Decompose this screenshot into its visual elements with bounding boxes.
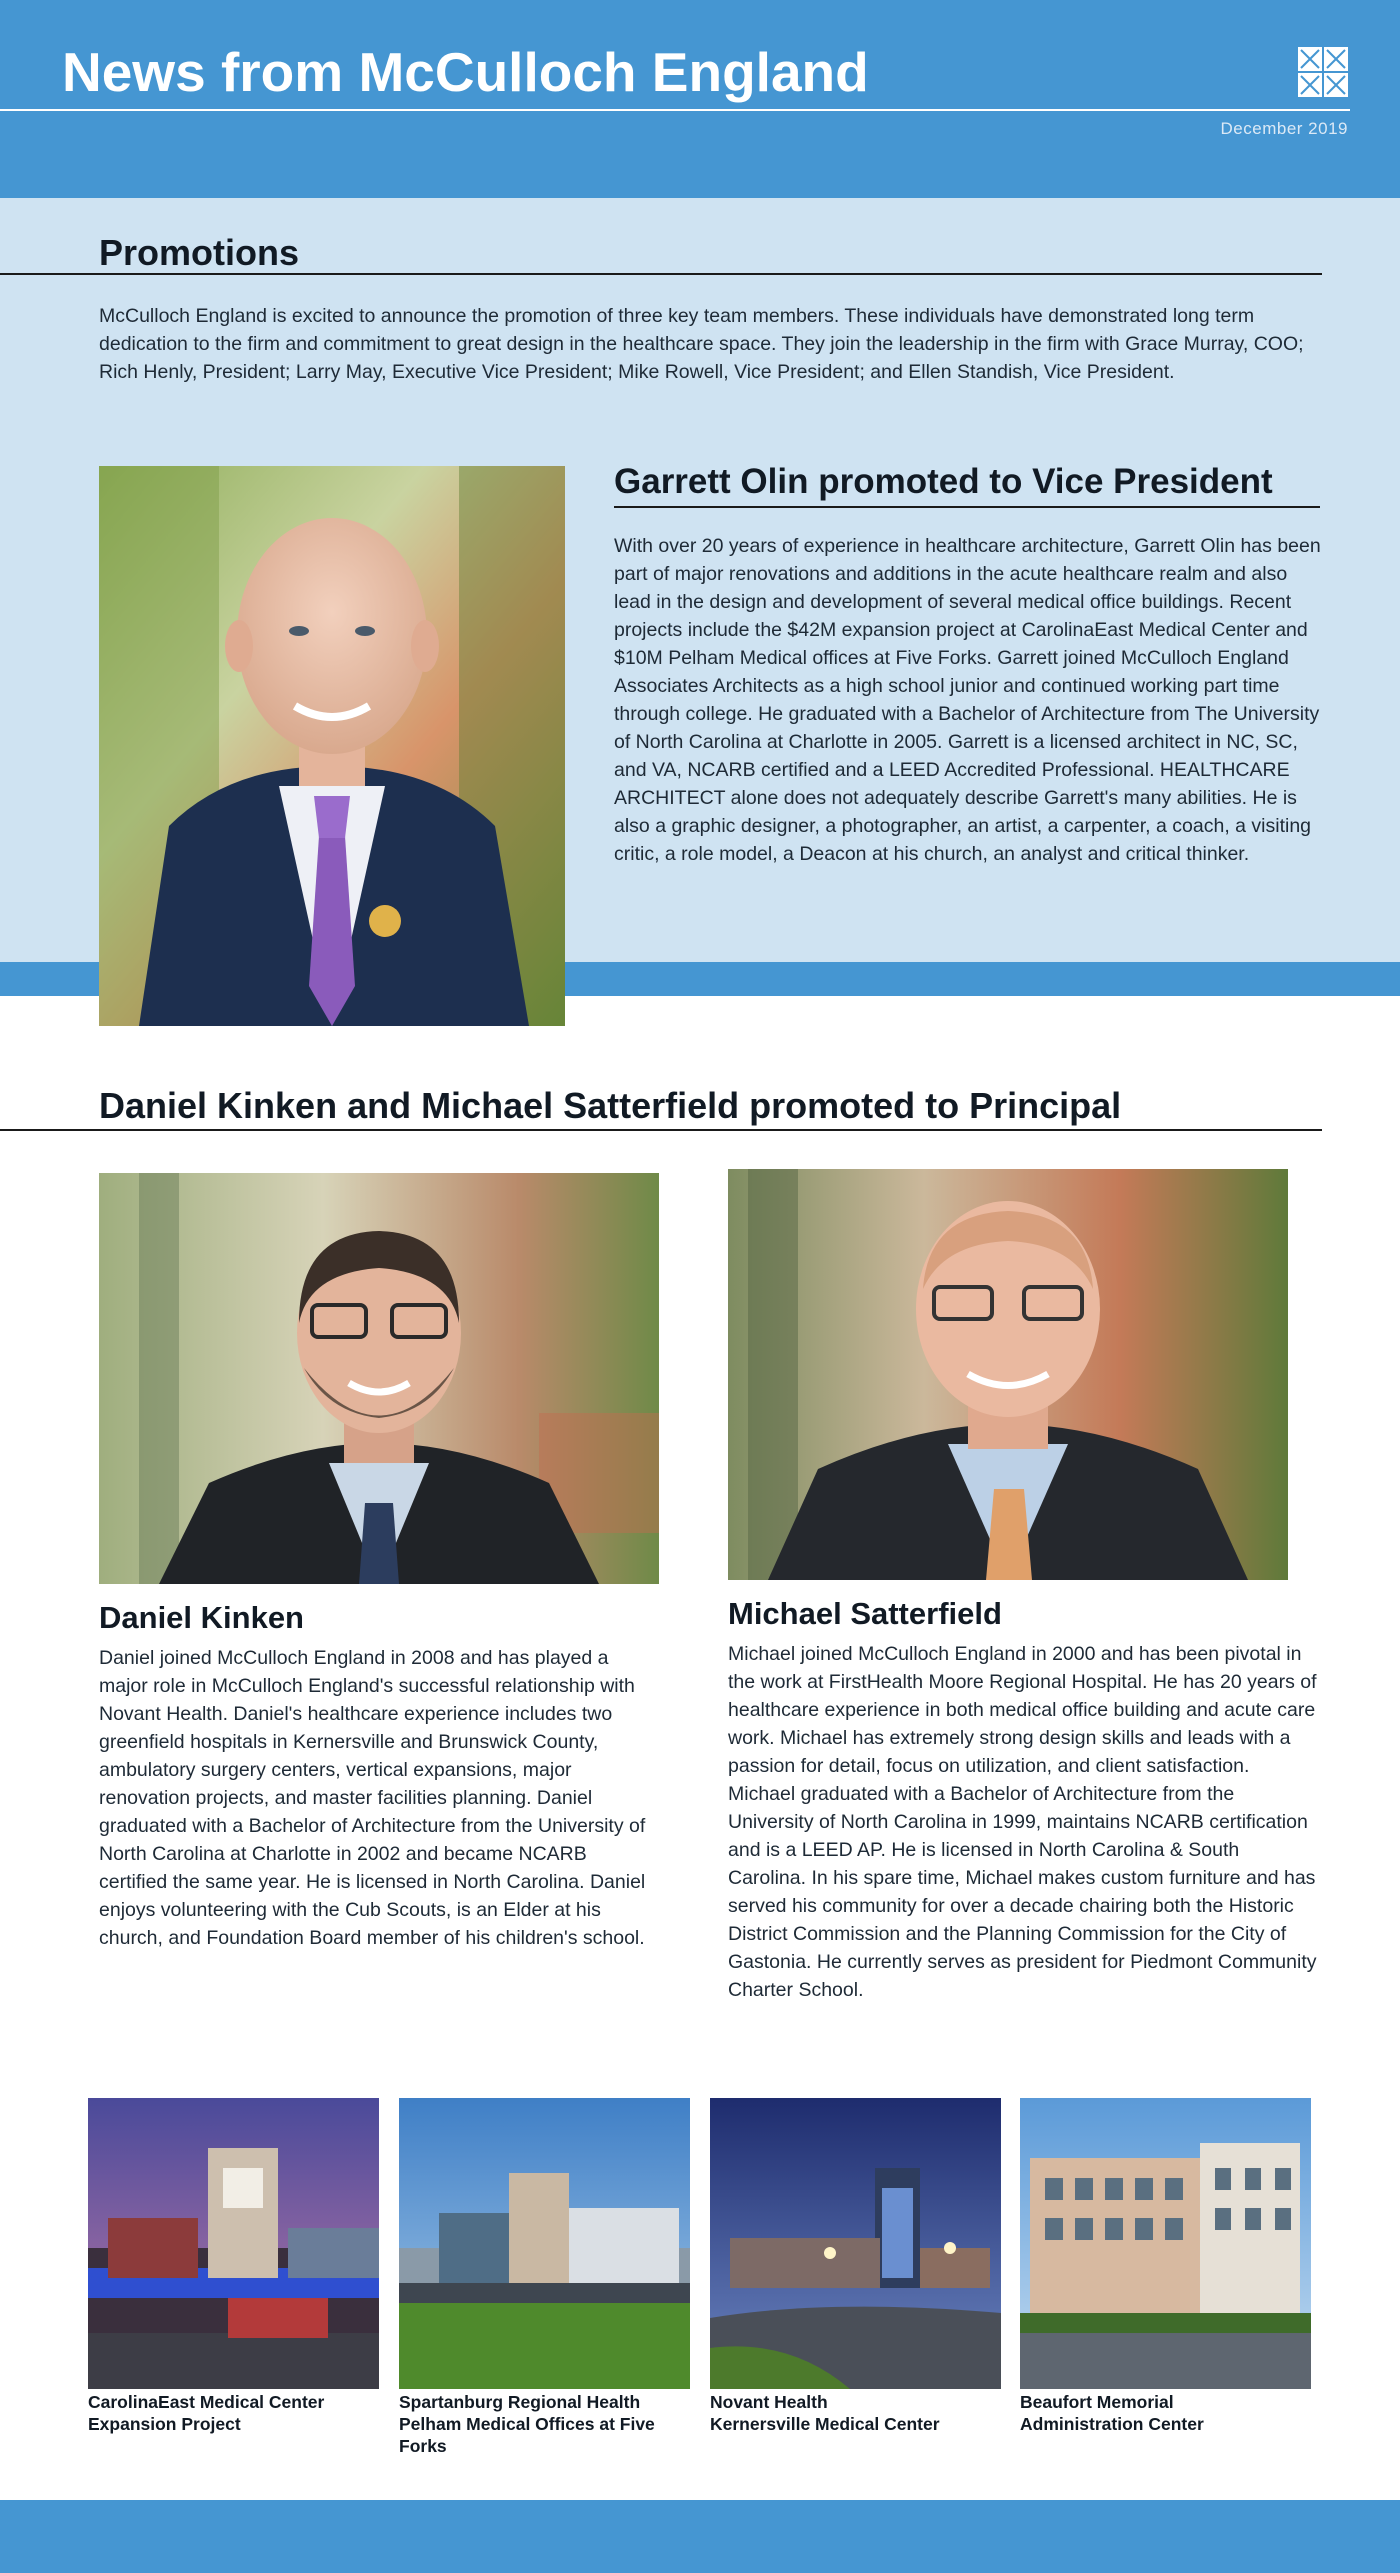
project-card [399, 2098, 690, 2457]
newsletter-title: News from McCulloch England [62, 41, 869, 103]
promotions-rule [0, 273, 1322, 275]
promotions-heading: Promotions [99, 232, 300, 273]
project-photo-novant [710, 2098, 1001, 2389]
michael-bio: Michael joined McCulloch England in 2000 and has been pivotal in the work at FirstHealth Moore Regional Hospital. He has 20 years of healthcare experience in both medical office building and acute care work. Michael has extremely strong design skills and leads with a passion for detail, focus on utilization, and client satisfaction. Michael graduated with a Bachelor of Architecture from the University of North Carolina in 1999, maintains NCARB certification and is a LEED AP. He is licensed in North Carolina & South Carolina. In his spare time, Michael makes custom furniture and has served his community for over a decade chairing both the Historic District Commission and the Planning Commission for the City of Gastonia. He currently serves as president for Piedmont Community Charter School. [728, 1643, 1317, 2001]
header-rule [0, 109, 1350, 111]
project-card [710, 2098, 1001, 2435]
caption-line: Spartanburg Regional Health [399, 2392, 641, 2412]
garrett-bio: With over 20 years of experience in healthcare architecture, Garrett Olin has been part of major renovations and additions in the acute healthcare realm and also lead in the design and development of several medical office buildings. Recent projects include the $42M expansion project at CarolinaEast Medical Center and $10M Pelham Medical offices at Five Forks. Garrett joined McCulloch England Associates Architects as a high school junior and continued working part time through college. He graduated with a Bachelor of Architecture from The University of North Carolina at Charlotte in 2005. Garrett is a licensed architect in NC, SC, and VA, NCARB certified and a LEED Accredited Professional. HEALTHCARE ARCHITECT alone does not adequately describe Garrett's many abilities. He is also a graphic designer, a photographer, an artist, a carpenter, a coach, a visiting critic, a role model, a Deacon at his church, an analyst and critical thinker. [614, 535, 1321, 865]
project-caption [399, 2391, 690, 2457]
michael-name: Michael Satterfield [728, 1596, 1002, 1631]
project-card [1020, 2098, 1311, 2435]
footer-bar [0, 2500, 1400, 2573]
michael-satterfield-photo [728, 1169, 1288, 1580]
caption-line: Beaufort Memorial [1020, 2392, 1174, 2412]
garrett-heading-rule [614, 506, 1320, 508]
principals-heading: Daniel Kinken and Michael Satterfield promoted to Principal [99, 1085, 1122, 1126]
project-card [88, 2098, 379, 2435]
firm-logo-icon [1297, 46, 1349, 98]
caption-line: Forks [399, 2436, 447, 2456]
project-photo-spartanburg [399, 2098, 690, 2389]
promotions-intro: McCulloch England is excited to announce the promotion of three key team members. These individuals have demonstrated long term dedication to the firm and commitment to great design in the healthcare space. They join the leadership in the firm with Grace Murray, COO; Rich Henly, President; Larry May, Executive Vice President; Mike Rowell, Vice President; and Ellen Standish, Vice President. [99, 305, 1304, 383]
caption-line: Kernersville Medical Center [710, 2414, 940, 2434]
issue-date: December 2019 [1220, 119, 1348, 138]
daniel-bio: Daniel joined McCulloch England in 2008 and has played a major role in McCulloch England's successful relationship with Novant Health. Daniel's healthcare experience includes two greenfield hospitals in Kernersville and Brunswick County, ambulatory surgery centers, vertical expansions, major renovation projects, and master facilities planning. Daniel graduated with a Bachelor of Architecture from the University of North Carolina at Charlotte in 2002 and became NCARB certified the same year. He is licensed in North Carolina. Daniel enjoys volunteering with the Cub Scouts, is an Elder at his church, and Foundation Board member of his children's school. [99, 1647, 646, 1949]
project-caption [1020, 2391, 1311, 2435]
caption-line: Novant Health [710, 2392, 828, 2412]
project-photo-beaufort [1020, 2098, 1311, 2389]
project-photo-carolinaeast [88, 2098, 379, 2389]
principals-rule [0, 1129, 1322, 1131]
garrett-heading: Garrett Olin promoted to Vice President [614, 462, 1273, 501]
daniel-name: Daniel Kinken [99, 1600, 304, 1635]
caption-line: Administration Center [1020, 2414, 1204, 2434]
project-caption [88, 2391, 379, 2435]
daniel-kinken-photo [99, 1173, 659, 1584]
caption-line: CarolinaEast Medical Center [88, 2392, 325, 2412]
caption-line: Pelham Medical Offices at Five [399, 2414, 655, 2434]
project-caption [710, 2391, 1001, 2435]
caption-line: Expansion Project [88, 2414, 241, 2434]
garrett-olin-photo [99, 466, 565, 1026]
